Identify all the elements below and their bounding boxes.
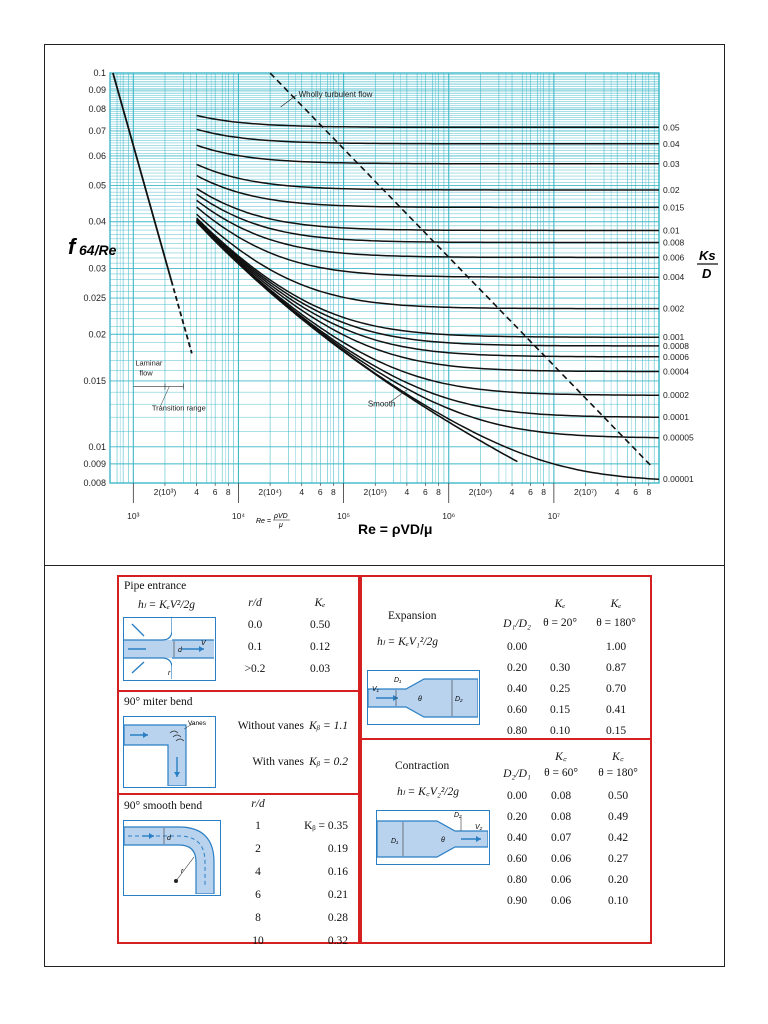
x-major-label: 10⁵	[337, 511, 351, 521]
roughness-label: 0.00001	[663, 474, 694, 485]
y-tick-label: 0.07	[88, 125, 106, 136]
contraction-k180: 0.20	[607, 874, 629, 886]
contraction-k180: 0.50	[607, 790, 629, 802]
smooth-bend-k: 0.28	[327, 912, 348, 924]
mb-vanes: Vanes	[188, 720, 206, 727]
roughness-label: 0.03	[663, 158, 680, 169]
wholly-turbulent-label: Wholly turbulent flow	[298, 90, 373, 99]
transition-range-label: Transition range	[151, 403, 206, 413]
smooth-bend-rd: 2	[255, 843, 261, 855]
smooth-bend-k: Kᵦ = 0.35	[304, 820, 348, 832]
x-tick-label: 4	[509, 487, 515, 497]
roughness-curve	[197, 222, 659, 438]
laminar-label: 64/Re	[79, 242, 117, 258]
pe-d: d	[178, 647, 182, 654]
y-tick-label: 0.025	[83, 293, 106, 304]
miter-bend-title: 90° miter bend	[124, 696, 193, 708]
smooth-bend-rd: 10	[252, 935, 264, 947]
x-tick-label: 8	[436, 487, 441, 497]
ex-d1: D₁	[394, 677, 402, 684]
pipe-entrance-formula: hₗ = KₑV²/2g	[138, 599, 196, 611]
smooth-bend-k: 0.16	[327, 866, 348, 878]
x-tick-label: 4	[194, 487, 199, 497]
contraction-k180: 0.49	[607, 811, 629, 823]
roughness-label: 0.0008	[663, 340, 689, 351]
expansion-col2-head: Kₑ	[554, 598, 566, 610]
expansion-k20: 0.10	[549, 725, 571, 737]
ex-v1: V₁	[372, 686, 379, 693]
contraction-formula: hₗ = K꜀V₂²/2g	[397, 786, 459, 798]
roughness-label: 0.004	[663, 272, 685, 283]
expansion-col3-head: Kₑ	[610, 598, 622, 610]
smooth-bend-k: 0.32	[327, 935, 348, 947]
contraction-ratio: 0.60	[506, 853, 528, 865]
co-theta: θ	[441, 837, 445, 844]
roughness-curve	[197, 200, 659, 257]
pipe-entrance-rd: 0.0	[247, 619, 263, 631]
x-tick-label: 4	[614, 487, 620, 497]
roughness-label: 0.006	[663, 252, 685, 263]
expansion-drawing	[368, 671, 478, 723]
inline-re-den: μ	[279, 522, 283, 529]
contraction-ratio: 0.80	[506, 874, 528, 886]
roughness-label: 0.04	[663, 138, 680, 149]
contraction-k180: 0.42	[607, 832, 629, 844]
y-tick-label: 0.03	[88, 263, 106, 274]
x-axis-label: Re = ρVD/μ	[358, 521, 433, 537]
contraction-k60: 0.06	[550, 874, 572, 886]
miter-bend-case: Without vanes	[237, 720, 304, 732]
y-tick-label: 0.02	[88, 329, 106, 340]
expansion-k20: 0.15	[549, 704, 571, 716]
roughness-curve	[197, 164, 659, 190]
expansion-formula: hₗ = KₑV₁²/2g	[377, 636, 439, 648]
contraction-k180: 0.10	[607, 895, 629, 907]
ex-d2: D₂	[455, 696, 463, 703]
roughness-label: 0.05	[663, 122, 680, 133]
contraction-ratio: 0.00	[506, 790, 528, 802]
co-d1: D₁	[391, 838, 399, 845]
chart-grid	[110, 73, 659, 483]
pipe-entrance-k: 0.50	[309, 619, 331, 631]
right-label-den: D	[702, 266, 712, 281]
contraction-k180: 0.27	[607, 853, 629, 865]
pipe-entrance-k: 0.03	[309, 663, 331, 675]
x-tick-label: 8	[541, 487, 547, 497]
roughness-label: 0.001	[663, 332, 685, 343]
contraction-diagram	[376, 810, 490, 865]
y-tick-label: 0.05	[88, 180, 106, 191]
roughness-label: 0.00005	[663, 432, 694, 443]
y-tick-label: 0.015	[83, 375, 106, 386]
pipe-entrance-k: 0.12	[309, 641, 331, 653]
y-tick-label: 0.01	[88, 441, 106, 452]
right-label-num: Ks	[699, 248, 716, 263]
y-tick-label: 0.04	[88, 216, 106, 227]
roughness-curve	[197, 189, 659, 231]
pipe-entrance-diagram	[123, 617, 216, 681]
pipe-entrance-col2: Kₑ	[314, 597, 326, 609]
y-tick-labels	[83, 68, 106, 488]
expansion-ratio: 0.00	[506, 641, 528, 653]
smooth-bend-k: 0.19	[327, 843, 348, 855]
smooth-label: Smooth	[367, 399, 396, 409]
co-v2: V₂	[475, 824, 483, 831]
contraction-k60: 0.07	[550, 832, 572, 844]
pipe-entrance-rd: >0.2	[244, 663, 266, 675]
moody-diagram	[46, 46, 722, 564]
laminar-line	[113, 73, 171, 281]
x-tick-label: 8	[225, 487, 231, 497]
miter-bend-drawing	[124, 717, 214, 786]
roughness-curve	[197, 214, 659, 308]
inline-re-lhs: Re =	[256, 518, 271, 525]
expansion-ratio: 0.60	[506, 704, 528, 716]
expansion-k20: 0.25	[549, 683, 571, 695]
expansion-ratio: 0.20	[506, 662, 528, 674]
roughness-curve	[197, 116, 659, 128]
pipe-entrance-rd: 0.1	[247, 641, 263, 653]
y-axis-label: f	[68, 234, 76, 259]
pipe-entrance-col1: r/d	[248, 597, 262, 609]
contraction-col1: D₂/D₁	[503, 768, 531, 780]
roughness-label: 0.0002	[663, 390, 689, 401]
y-tick-label: 0.09	[88, 85, 106, 96]
smooth-bend-col1: r/d	[251, 798, 265, 810]
roughness-label: 0.01	[663, 225, 680, 236]
expansion-ratio: 0.40	[506, 683, 528, 695]
contraction-ratio: 0.20	[506, 811, 528, 823]
y-tick-label: 0.008	[83, 478, 106, 488]
contraction-k60: 0.08	[550, 811, 572, 823]
roughness-labels	[663, 122, 694, 484]
roughness-label: 0.02	[663, 185, 680, 196]
x-major-label: 10⁴	[231, 511, 246, 521]
roughness-label: 0.0004	[663, 366, 689, 377]
y-tick-label: 0.009	[83, 458, 106, 469]
contraction-col2-head: K꜀	[555, 751, 567, 763]
miter-bend-case: With vanes	[252, 756, 304, 768]
smooth-bend-k: 0.21	[327, 889, 348, 901]
contraction-k60: 0.06	[550, 895, 572, 907]
expansion-col1: D₁/D₂	[503, 618, 531, 630]
contraction-ratio: 0.90	[506, 895, 528, 907]
plot-frame	[110, 73, 659, 483]
x-tick-label: 6	[212, 487, 218, 497]
expansion-col2-sub: θ = 20°	[543, 617, 577, 629]
laminar-flow-label: Laminar	[135, 358, 163, 368]
x-tick-label: 2(10⁵)	[363, 487, 387, 497]
smooth-bend-rd: 4	[255, 866, 261, 878]
x-tick-label: 6	[528, 487, 533, 497]
roughness-label: 0.0001	[663, 412, 689, 423]
y-tick-label: 0.1	[93, 68, 106, 78]
sb-r: r	[181, 868, 184, 875]
sb-d: d	[167, 835, 171, 842]
roughness-label: 0.015	[663, 202, 685, 213]
x-major-label: 10³	[127, 511, 140, 521]
x-major-label: 10⁶	[442, 511, 456, 521]
miter-bend-k: Kᵦ = 1.1	[309, 720, 348, 732]
inline-re-num: ρVD	[274, 513, 288, 520]
roughness-label: 0.002	[663, 303, 685, 314]
pe-r: r	[168, 670, 171, 677]
smooth-pointer	[391, 390, 407, 402]
co-d2: D₂	[454, 812, 462, 819]
contraction-col3-head: K꜀	[612, 751, 624, 763]
expansion-k180: 0.87	[605, 662, 627, 674]
pipe-entrance-drawing	[124, 618, 214, 679]
contraction-k60: 0.08	[550, 790, 572, 802]
smooth-bend-drawing	[124, 821, 219, 894]
x-tick-label: 4	[299, 487, 305, 497]
expansion-col3-sub: θ = 180°	[596, 617, 636, 629]
smooth-bend-rd: 8	[255, 912, 261, 924]
miter-bend-diagram	[123, 716, 216, 788]
miter-bend-k: Kᵦ = 0.2	[309, 756, 348, 768]
x-tick-label: 2(10⁶)	[468, 487, 493, 497]
pe-v: V	[201, 640, 206, 647]
x-major-label: 10⁷	[547, 511, 561, 521]
x-tick-label: 8	[331, 487, 336, 497]
contraction-ratio: 0.40	[506, 832, 528, 844]
y-tick-label: 0.06	[88, 150, 106, 161]
contraction-col3-sub: θ = 180°	[598, 767, 638, 779]
smooth-bend-title: 90° smooth bend	[124, 800, 203, 812]
pipe-entrance-title: Pipe entrance	[124, 580, 187, 592]
smooth-bend-rd: 1	[255, 820, 261, 832]
expansion-diagram	[367, 670, 480, 725]
x-tick-label: 8	[646, 487, 652, 497]
ex-theta: θ	[418, 696, 422, 703]
x-tick-label: 6	[317, 487, 323, 497]
expansion-title: Expansion	[388, 610, 437, 622]
roughness-label: 0.008	[663, 237, 685, 248]
expansion-k180: 0.15	[605, 725, 627, 737]
contraction-col2-sub: θ = 60°	[544, 767, 578, 779]
expansion-k180: 0.41	[605, 704, 627, 716]
expansion-k180: 1.00	[605, 641, 627, 653]
contraction-drawing	[377, 811, 488, 863]
contraction-k60: 0.06	[550, 853, 572, 865]
smooth-bend-diagram	[123, 820, 221, 896]
x-tick-label: 2(10³)	[153, 487, 177, 497]
y-tick-label: 0.08	[88, 104, 106, 115]
expansion-k20: 0.30	[549, 662, 571, 674]
x-tick-label: 2(10⁴)	[258, 487, 282, 497]
expansion-ratio: 0.80	[506, 725, 528, 737]
x-tick-label: 2(10⁷)	[574, 487, 597, 497]
roughness-label: 0.0006	[663, 351, 689, 362]
x-tick-label: 6	[423, 487, 428, 497]
expansion-k180: 0.70	[605, 683, 627, 695]
smooth-bend-rd: 6	[255, 889, 261, 901]
contraction-title: Contraction	[395, 760, 450, 772]
x-tick-label: 4	[404, 487, 410, 497]
friction-curves	[113, 73, 659, 479]
x-tick-labels	[127, 483, 651, 521]
section-divider	[44, 565, 725, 566]
roughness-curve	[197, 129, 659, 144]
laminar-flow-label-2: flow	[139, 368, 153, 378]
x-tick-label: 6	[633, 487, 639, 497]
